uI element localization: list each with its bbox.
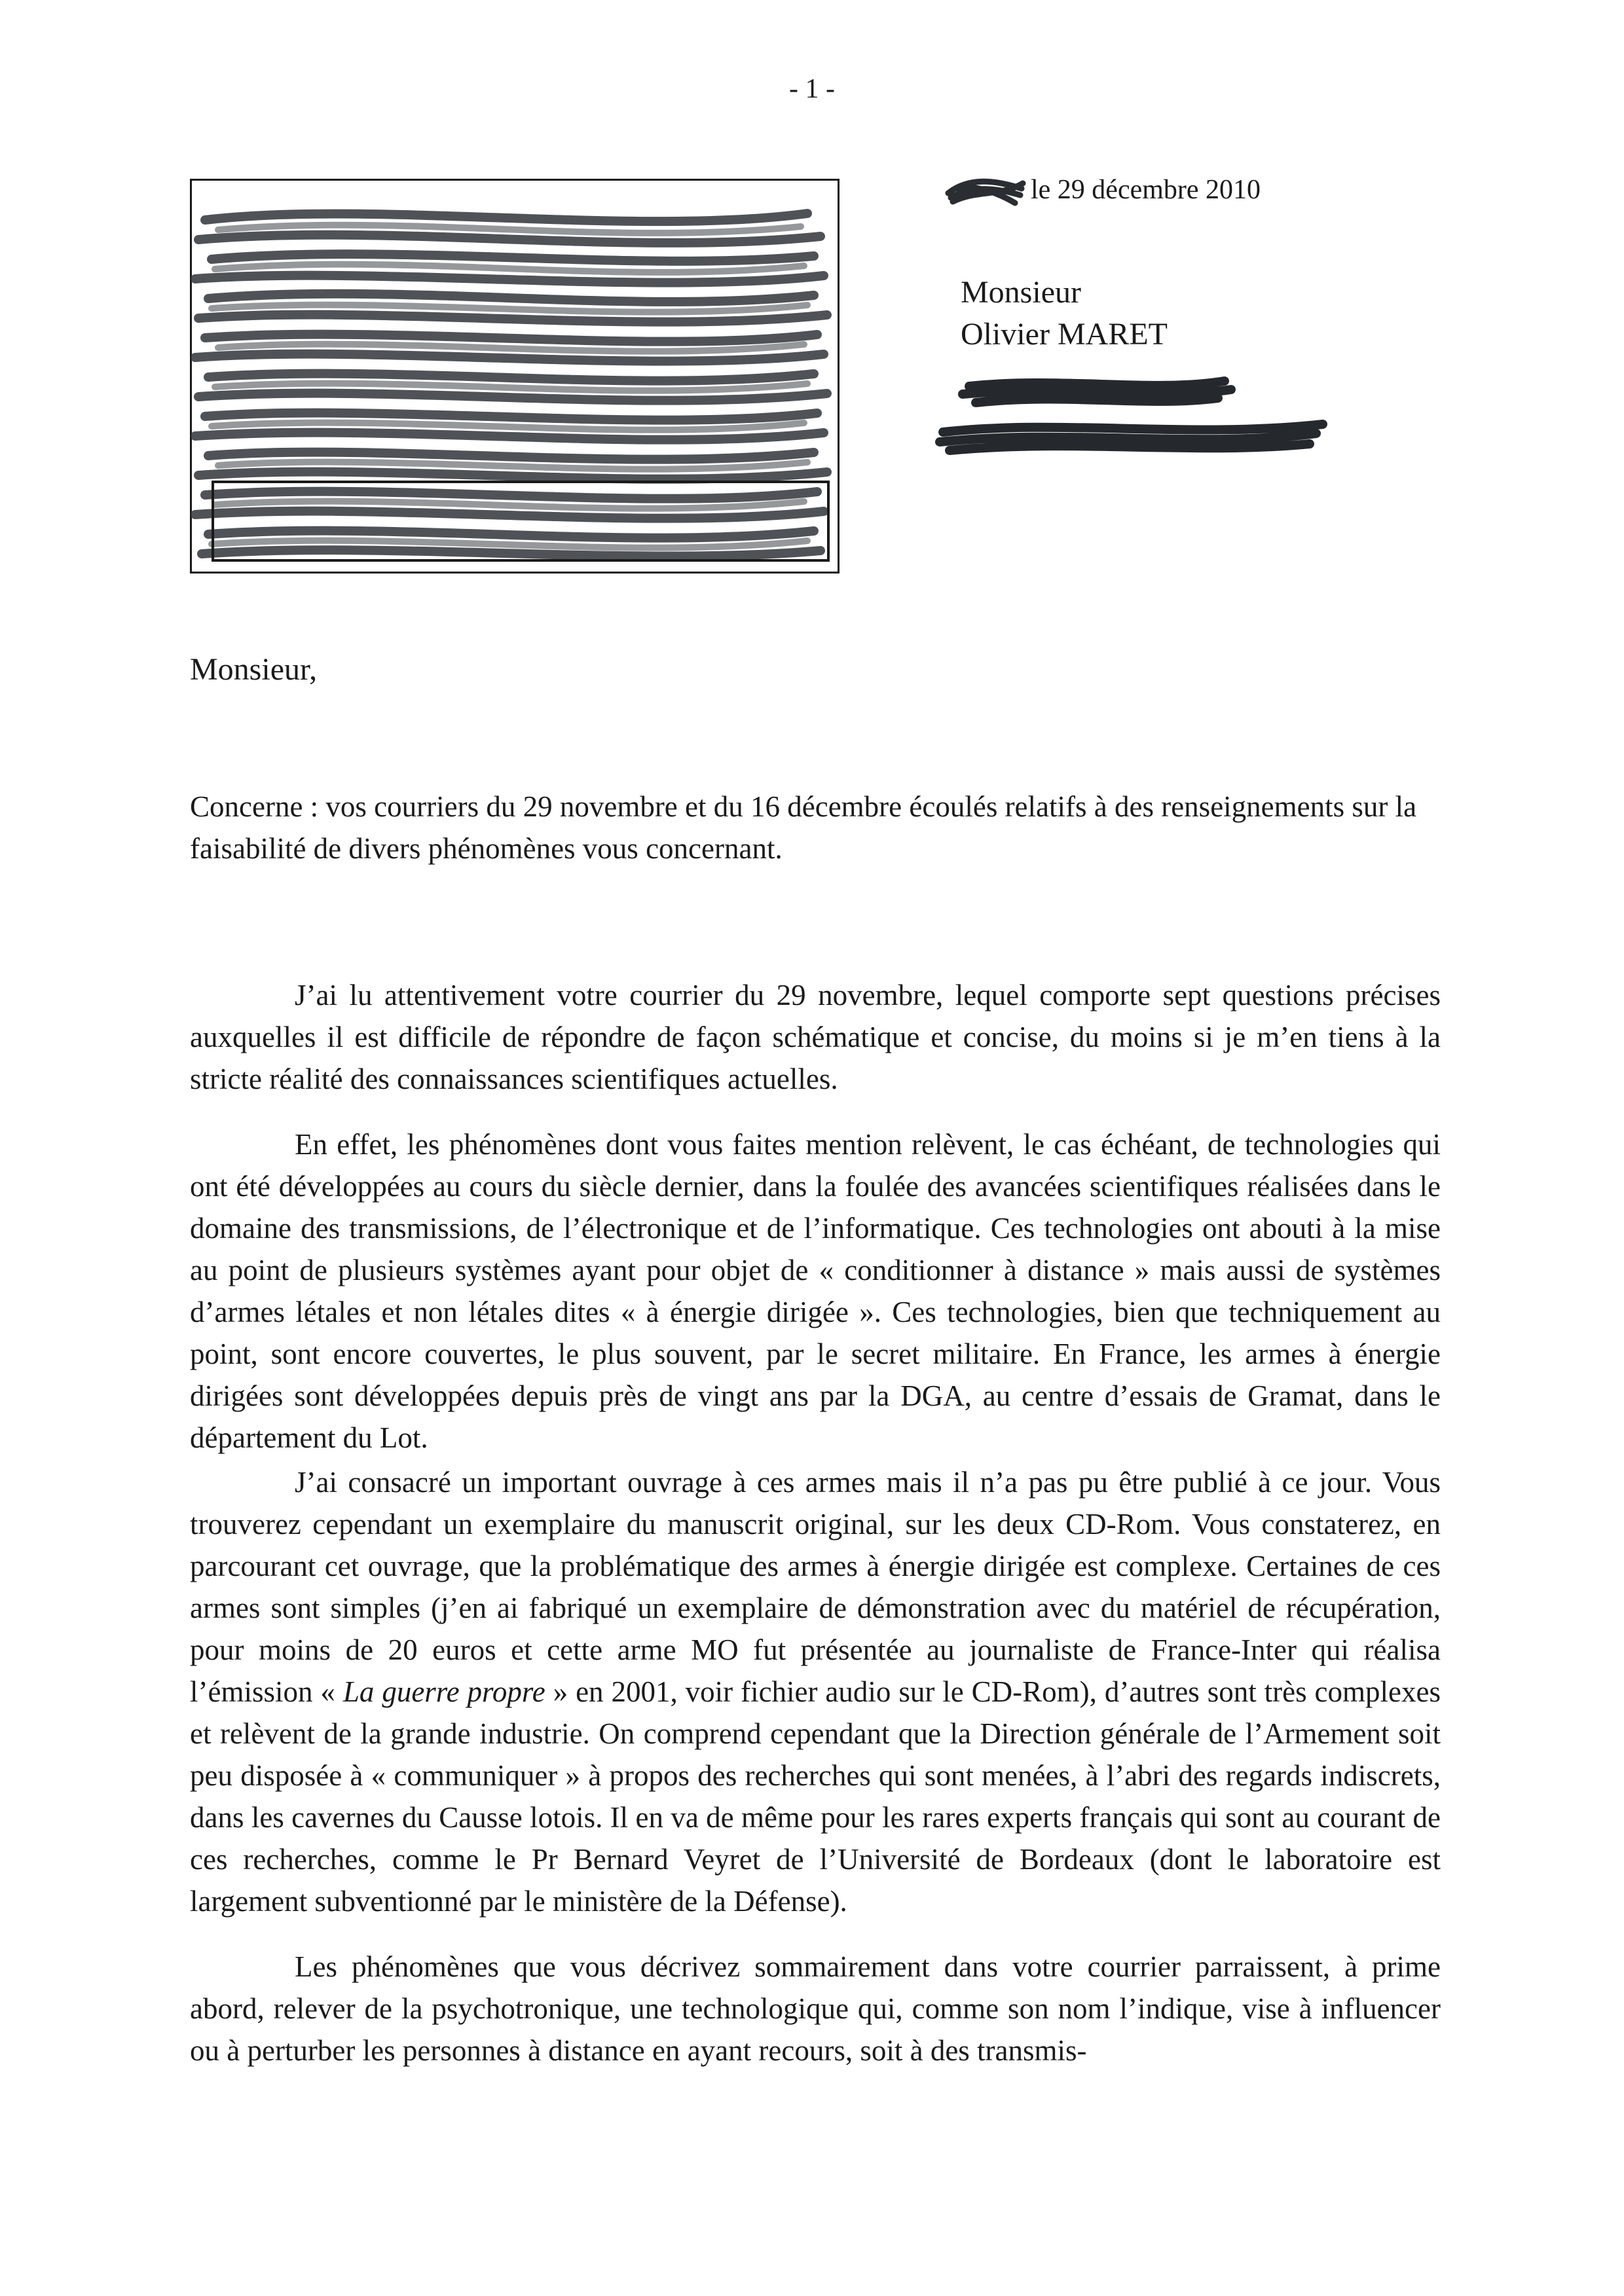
- paragraph-4: Les phénomènes que vous décrivez sommairement dans votre courrier parraissent, à prime abord, relever de la psychotronique, une technologique qui, comme son nom l’indique, vise à influencer ou à perturber les personnes à distance en ayant recours, soit à des transmis-: [190, 1950, 1441, 2067]
- date-line: [943, 170, 1261, 210]
- paragraph-3-part-2: » en 2001, voir fichier audio sur le CD-Rom), d’autres sont très complexes et relèvent de la grande industrie. On comprend cependant que la Direction générale de l’Armement soit peu disposée à « communiquer » à propos des recherches qui sont menées, à l’abri des regards indiscrets, dans les cavernes du Causse lotois. Il en va de même pour les rares experts français qui sont au courant de ces recherches, comme le Pr Bernard Veyret de l’Université de Bordeaux (dont le laboratoire est largement subventionné par le ministère de la Défense).: [190, 1675, 1441, 1918]
- page-number: - 1 -: [789, 74, 835, 104]
- paragraph-2: En effet, les phénomènes dont vous faites mention relèvent, le cas échéant, de technologies qui ont été développées au cours du siècle dernier, dans la foulée des avancées scientifiques réalisées dans le domaine des transmissions, de l’électronique et de l’informatique. Ces technologies ont abouti à la mise au point de plusieurs systèmes ayant pour objet de « conditionner à distance » mais aussi de systèmes d’armes létales et non létales dites « à énergie dirigée ». Ces technologies, bien que techniquement au point, sont encore couvertes, le plus souvent, par le secret militaire. En France, les armes à énergie dirigées sont développées depuis près de vingt ans par la DGA, au centre d’essais de Gramat, dans le département du Lot.: [190, 1128, 1441, 1454]
- subject-line: Concerne : vos courriers du 29 novembre et du 16 décembre écoulés relatifs à des renseignements sur la faisabilité de divers phénomènes vous concernant.: [190, 790, 1417, 865]
- paragraph-1: J’ai lu attentivement votre courrier du 29 novembre, lequel comporte sept questions précises auxquelles il est difficile de répondre de façon schématique et concise, du moins si je m’en tiens à la stricte réalité des connaissances scientifiques actuelles.: [190, 979, 1441, 1095]
- redacted-recipient-address: [930, 367, 1336, 458]
- redaction-scribble: [179, 174, 853, 587]
- paragraph-3: [190, 1461, 1441, 1922]
- paragraph-3-part-1: J’ai consacré un important ouvrage à ces armes mais il n’a pas pu être publié à ce jour. Vous trouverez cependant un exemplaire du manuscrit original, sur les deux CD-Rom. Vous constaterez, en parcourant cet ouvrage, que la problématique des armes à énergie dirigée est complexe. Certaines de ces armes sont simples (j’en ai fabriqué un exemplaire de démonstration avec du matériel de récupération, pour moins de 20 euros et cette arme MO fut présentée au journaliste de France-Inter qui réalisa l’émission «: [190, 1466, 1441, 1708]
- letter-body: [190, 974, 1441, 2071]
- recipient-name: Olivier MARET: [961, 317, 1168, 352]
- programme-title: La guerre propre: [342, 1675, 545, 1708]
- redacted-sender-address: [190, 179, 840, 574]
- recipient-block: [961, 272, 1168, 355]
- letter-date: le 29 décembre 2010: [1031, 175, 1261, 205]
- redacted-city-scribble: [943, 170, 1028, 210]
- recipient-title: Monsieur: [961, 275, 1081, 310]
- salutation: Monsieur,: [190, 652, 318, 687]
